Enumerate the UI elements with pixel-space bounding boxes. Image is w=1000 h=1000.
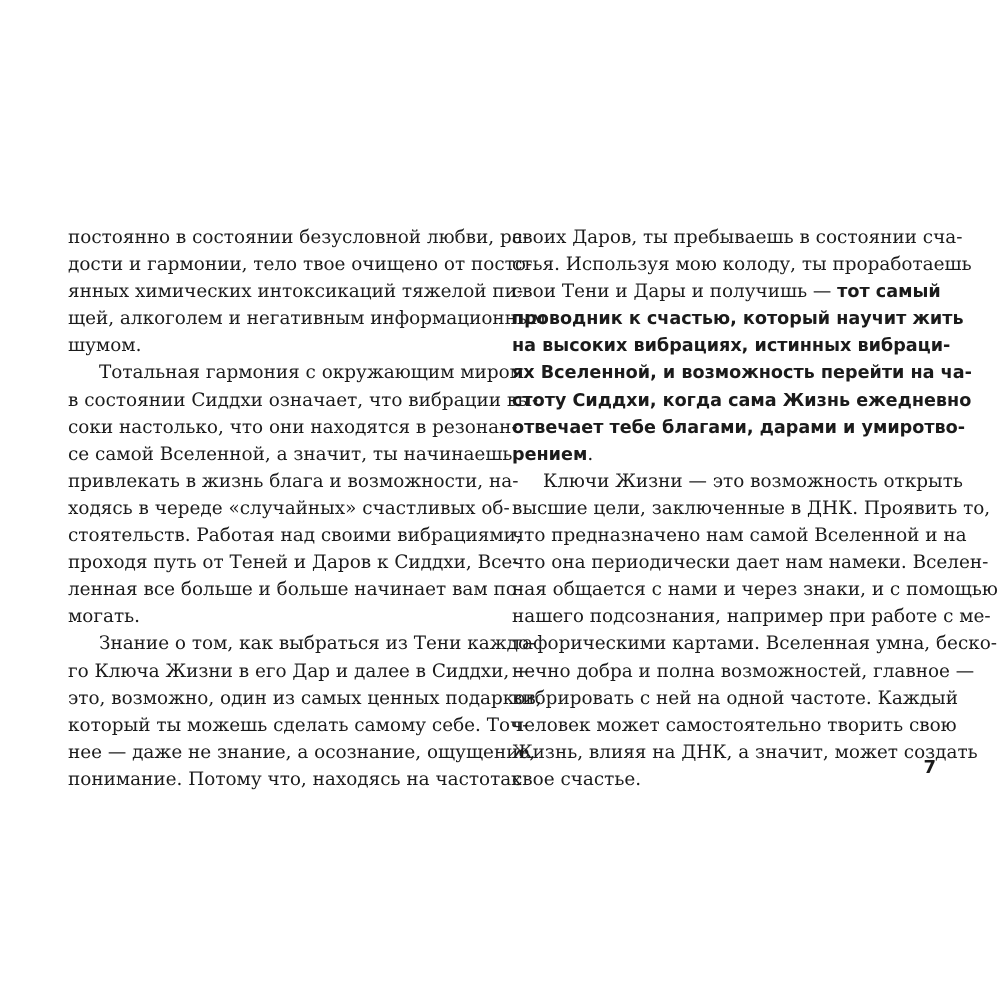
line-text: стья. Используя мою колоду, ты проработаешь [512,254,972,276]
text-line [512,278,941,305]
line-text: соки настолько, что они находятся в резонан- [68,416,518,438]
text-line [68,712,529,739]
text-line [68,332,493,359]
line-text: шумом. [68,335,142,357]
text-line [68,576,524,603]
text-line [68,441,513,468]
right-text-column [512,224,998,793]
line-text: постоянно в состоянии безусловной любви, ра- [68,227,529,248]
text-line [512,739,978,766]
left-text-column [68,224,546,793]
line-text: могать. [68,606,141,628]
text-line [512,658,975,685]
line-text: проходя путь от Теней и Даров к Сиддхи, Все- [68,552,519,574]
line-text: что она периодически дает нам намеки. Вселен- [512,552,989,574]
line-text: нее — даже не знание, а осознание, ощущение, [68,741,536,763]
line-text: Ключи Жизни — это возможность открыть [543,470,963,492]
text-line [68,414,518,441]
bold-text: проводник к счастью, который научит жить [512,309,964,330]
line-text: своих Даров, ты пребываешь в состоянии сча- [512,227,963,248]
text-line [512,387,972,414]
line-text: который ты можешь сделать самому себе. Точ- [68,714,529,736]
text-line [68,224,529,251]
text-line [68,658,534,685]
line-text: ходясь в череде «случайных» счастливых об- [68,497,510,519]
text-line [68,468,519,495]
text-line [512,685,958,712]
line-text: что предназначено нам самой Вселенной и на [512,525,967,547]
line-text: человек может самостоятельно творить свою [512,714,957,736]
line-text: вибрировать с ней на одной частоте. Каждый [512,687,958,709]
text-line [68,359,524,386]
text-line [512,522,967,549]
text-line [68,387,539,414]
text-line [512,332,951,359]
bold-text: отвечает тебе благами, дарами и умиротво- [512,417,966,438]
text-line [512,766,937,793]
line-text: янных химических интоксикаций тяжелой пи- [68,281,524,303]
text-line [512,712,957,739]
text-line [68,603,493,630]
bold-text: на высоких вибрациях, истинных вибраци- [512,336,951,357]
text-line [512,495,991,522]
text-line [68,522,522,549]
line-text: свои Тени и Дары и получишь — [512,281,838,303]
line-text: Жизнь, влияя на ДНК, а значит, может создать [512,741,978,763]
text-line [512,630,998,657]
text-line [68,305,546,332]
line-text: ная общается с нами и через знаки, и с помощью [512,579,998,601]
line-text: щей, алкоголем и негативным информационным [68,308,546,330]
line-text: го Ключа Жизни в его Дар и далее в Сиддхи, — [68,660,534,682]
bold-text: рением [512,444,588,465]
text-line [512,251,972,278]
line-text: высшие цели, заключенные в ДНК. Проявить то, [512,497,991,519]
line-text: Знание о том, как выбраться из Тени каждо- [99,633,536,655]
line-text: в состоянии Сиддхи означает, что вибрации вы- [68,389,539,411]
text-line [512,603,991,630]
bold-text: тот самый [837,282,941,303]
text-line [512,468,963,495]
text-line [512,305,964,332]
text-line [68,766,522,793]
text-line [512,359,972,386]
line-text: привлекать в жизнь блага и возможности, на- [68,470,519,492]
bold-text: стоту Сиддхи, когда сама Жизнь ежедневно [512,390,972,411]
bold-text: ях Вселенной, и возможность перейти на ча- [512,363,972,384]
line-text: ленная все больше и больше начинает вам по- [68,579,524,601]
line-text: дости и гармонии, тело твое очищено от посто- [68,254,533,276]
line-text: это, возможно, один из самых ценных подарков, [68,687,542,709]
line-text: тафорическими картами. Вселенная умна, беско- [512,633,998,655]
line-text: понимание. Потому что, находясь на частотах [68,768,522,790]
text-line [68,549,519,576]
text-line [68,278,524,305]
line-text: стоятельств. Работая над своими вибрациями, [68,525,522,547]
text-line [68,739,536,766]
line-text: . [587,443,594,465]
text-line [512,414,966,441]
text-line [68,495,510,522]
text-line [512,576,998,603]
text-line [512,441,937,468]
line-text: се самой Вселенной, а значит, ты начинаешь [68,443,513,465]
line-text: свое счастье. [512,768,642,790]
text-line [68,630,536,657]
line-text: Тотальная гармония с окружающим миром [99,362,524,384]
text-line [512,224,963,251]
line-text: нечно добра и полна возможностей, главное — [512,660,975,682]
text-line [68,685,542,712]
page-number: 7 [923,757,936,778]
line-text: нашего подсознания, например при работе с ме- [512,606,991,628]
text-line [68,251,533,278]
text-line [512,549,989,576]
